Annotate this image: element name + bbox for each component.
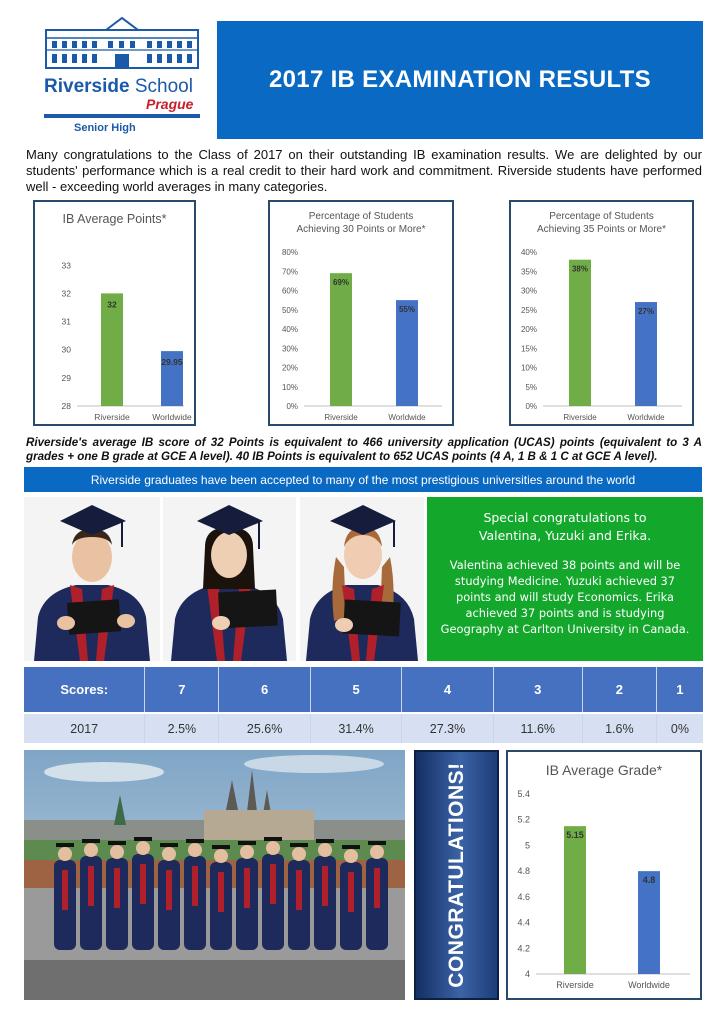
y-tick-label: 28 bbox=[61, 401, 71, 411]
score-value-1: 0% bbox=[656, 713, 703, 743]
scores-2017-row bbox=[24, 713, 703, 743]
chart-title-line: Percentage of Students bbox=[308, 211, 414, 222]
school-name-light: School bbox=[129, 76, 193, 97]
x-tick-label: Riverside bbox=[324, 413, 358, 422]
scores-row-label: 2017 bbox=[24, 713, 145, 743]
y-tick-label: 30% bbox=[520, 286, 537, 296]
y-tick-label: 4.8 bbox=[517, 866, 530, 877]
y-tick-label: 60% bbox=[281, 286, 298, 296]
score-value-6: 25.6% bbox=[219, 713, 310, 743]
y-tick-label: 5.4 bbox=[517, 789, 530, 799]
y-tick-label: 30% bbox=[281, 344, 298, 354]
bar-worldwide bbox=[396, 300, 418, 406]
y-tick-label: 4.6 bbox=[517, 891, 530, 902]
universities-banner: Riverside graduates have been accepted to many of the most prestigious universities around the world bbox=[24, 467, 702, 492]
congratulations-banner bbox=[414, 750, 499, 1000]
score-value-7: 2.5% bbox=[145, 713, 219, 743]
y-tick-label: 35% bbox=[520, 267, 537, 277]
score-column-6: 6 bbox=[219, 667, 310, 713]
scores-header-label: Scores: bbox=[24, 667, 145, 713]
y-tick-label: 4.4 bbox=[517, 917, 530, 928]
x-tick-label: Worldwide bbox=[388, 413, 426, 422]
school-name-bold: Riverside bbox=[44, 76, 130, 97]
y-tick-label: 4 bbox=[524, 969, 530, 979]
scores-header-row bbox=[24, 667, 703, 713]
logo-underline bbox=[44, 114, 200, 118]
x-tick-label: Riverside bbox=[563, 413, 597, 422]
data-label: 32 bbox=[107, 299, 117, 310]
y-tick-label: 10% bbox=[520, 363, 537, 373]
data-label: 69% bbox=[332, 278, 350, 288]
title-banner bbox=[217, 21, 703, 139]
y-tick-label: 50% bbox=[281, 305, 298, 315]
special-heading-line2: Valentina, Yuzuki and Erika. bbox=[478, 528, 652, 543]
score-value-5: 31.4% bbox=[310, 713, 401, 743]
y-tick-label: 29 bbox=[61, 372, 71, 383]
school-city: Prague bbox=[146, 96, 194, 112]
special-heading-line1: Special congratulations to bbox=[483, 510, 647, 525]
score-column-2: 2 bbox=[582, 667, 656, 713]
x-tick-label: Worldwide bbox=[152, 412, 192, 422]
y-tick-label: 33 bbox=[61, 260, 71, 271]
x-tick-label: Riverside bbox=[556, 980, 594, 990]
y-tick-label: 20% bbox=[520, 325, 537, 334]
y-tick-label: 32 bbox=[61, 288, 71, 299]
y-tick-label: 40% bbox=[281, 325, 298, 334]
y-tick-label: 80% bbox=[281, 248, 298, 257]
congratulations-text: CONGRATULATIONS! bbox=[444, 762, 468, 988]
score-value-4: 27.3% bbox=[402, 713, 493, 743]
y-tick-label: 0% bbox=[525, 402, 537, 411]
intro-paragraph: Many congratulations to the Class of 2017 on their outstanding IB examination results. We are delighted by our students' performance which is a real credit to their hard work and commitment. Riverside students have performed well - exceeding world averages in many categories. bbox=[26, 147, 702, 194]
x-tick-label: Riverside bbox=[94, 412, 130, 422]
score-value-3: 11.6% bbox=[493, 713, 582, 743]
x-tick-label: Worldwide bbox=[627, 413, 665, 422]
chart-35-points-or-more bbox=[509, 200, 694, 426]
data-label: 38% bbox=[571, 264, 589, 274]
bar-riverside bbox=[569, 260, 591, 406]
y-tick-label: 70% bbox=[281, 267, 298, 277]
y-tick-label: 40% bbox=[520, 248, 537, 257]
bar-worldwide bbox=[638, 871, 660, 974]
chart-plot bbox=[508, 752, 700, 998]
y-tick-label: 30 bbox=[61, 344, 71, 355]
score-column-3: 3 bbox=[493, 667, 582, 713]
page-title: 2017 IB EXAMINATION RESULTS bbox=[269, 66, 651, 93]
y-tick-label: 10% bbox=[281, 382, 298, 392]
chart-title-line: Achieving 30 Points or More* bbox=[296, 224, 426, 235]
special-body: Valentina achieved 38 points and will be studying Medicine. Yuzuki achieved 37 points and will study Economics. Erika achieved 37 points and is studying Geography at Carlton University in Canada. bbox=[440, 558, 690, 636]
graduate-photo-yuzuki bbox=[163, 497, 296, 661]
bar-riverside bbox=[101, 293, 123, 406]
graduate-photo-valentina bbox=[24, 497, 160, 661]
chart-ib-average-grade bbox=[506, 750, 702, 1000]
bar-worldwide bbox=[635, 302, 657, 406]
y-tick-label: 5.2 bbox=[517, 814, 530, 825]
bar-riverside bbox=[564, 826, 586, 974]
chart-plot bbox=[35, 202, 194, 424]
score-value-2: 1.6% bbox=[582, 713, 656, 743]
special-heading bbox=[437, 509, 693, 545]
score-column-1: 1 bbox=[656, 667, 703, 713]
data-label: 27% bbox=[637, 307, 655, 317]
data-label: 4.8 bbox=[642, 875, 656, 886]
chart-ib-average-points bbox=[33, 200, 196, 426]
score-column-4: 4 bbox=[402, 667, 493, 713]
y-tick-label: 0% bbox=[286, 402, 298, 411]
score-column-5: 5 bbox=[310, 667, 401, 713]
bar-riverside bbox=[330, 273, 352, 406]
data-label: 29.95 bbox=[161, 357, 183, 368]
class-group-photo bbox=[24, 750, 405, 1000]
chart-title-line: Percentage of Students bbox=[549, 211, 654, 222]
chart-plot bbox=[511, 202, 692, 424]
school-name bbox=[44, 76, 193, 98]
x-tick-label: Worldwide bbox=[628, 980, 670, 990]
scores-table bbox=[24, 667, 703, 743]
chart-title-line: IB Average Points* bbox=[62, 212, 167, 226]
chart-30-points-or-more bbox=[268, 200, 454, 426]
school-logo bbox=[28, 12, 210, 140]
data-label: 55% bbox=[398, 305, 416, 315]
school-division: Senior High bbox=[74, 122, 136, 134]
y-tick-label: 4.2 bbox=[517, 943, 530, 954]
school-building-icon bbox=[44, 16, 200, 70]
ucas-equivalence-note: Riverside's average IB score of 32 Points is equivalent to 466 university application (UCAS) points (equivalent to 3 A grades + one B grade at GCE A level). 40 IB Points is equivalent to 652 UCAS points (4 A, 1 B & 1 C at GCE A level). bbox=[26, 436, 702, 463]
y-tick-label: 15% bbox=[520, 344, 537, 354]
data-label: 5.15 bbox=[566, 830, 584, 841]
special-congratulations-box bbox=[427, 497, 703, 661]
y-tick-label: 5% bbox=[525, 382, 537, 392]
chart-title-line: Achieving 35 Points or More* bbox=[537, 224, 666, 235]
y-tick-label: 5 bbox=[524, 840, 530, 851]
y-tick-label: 25% bbox=[520, 305, 537, 315]
score-column-7: 7 bbox=[145, 667, 219, 713]
graduate-photo-erika bbox=[300, 497, 424, 661]
y-tick-label: 31 bbox=[61, 316, 71, 327]
chart-title-line: IB Average Grade* bbox=[545, 762, 663, 778]
chart-plot bbox=[270, 202, 452, 424]
y-tick-label: 20% bbox=[281, 363, 298, 373]
